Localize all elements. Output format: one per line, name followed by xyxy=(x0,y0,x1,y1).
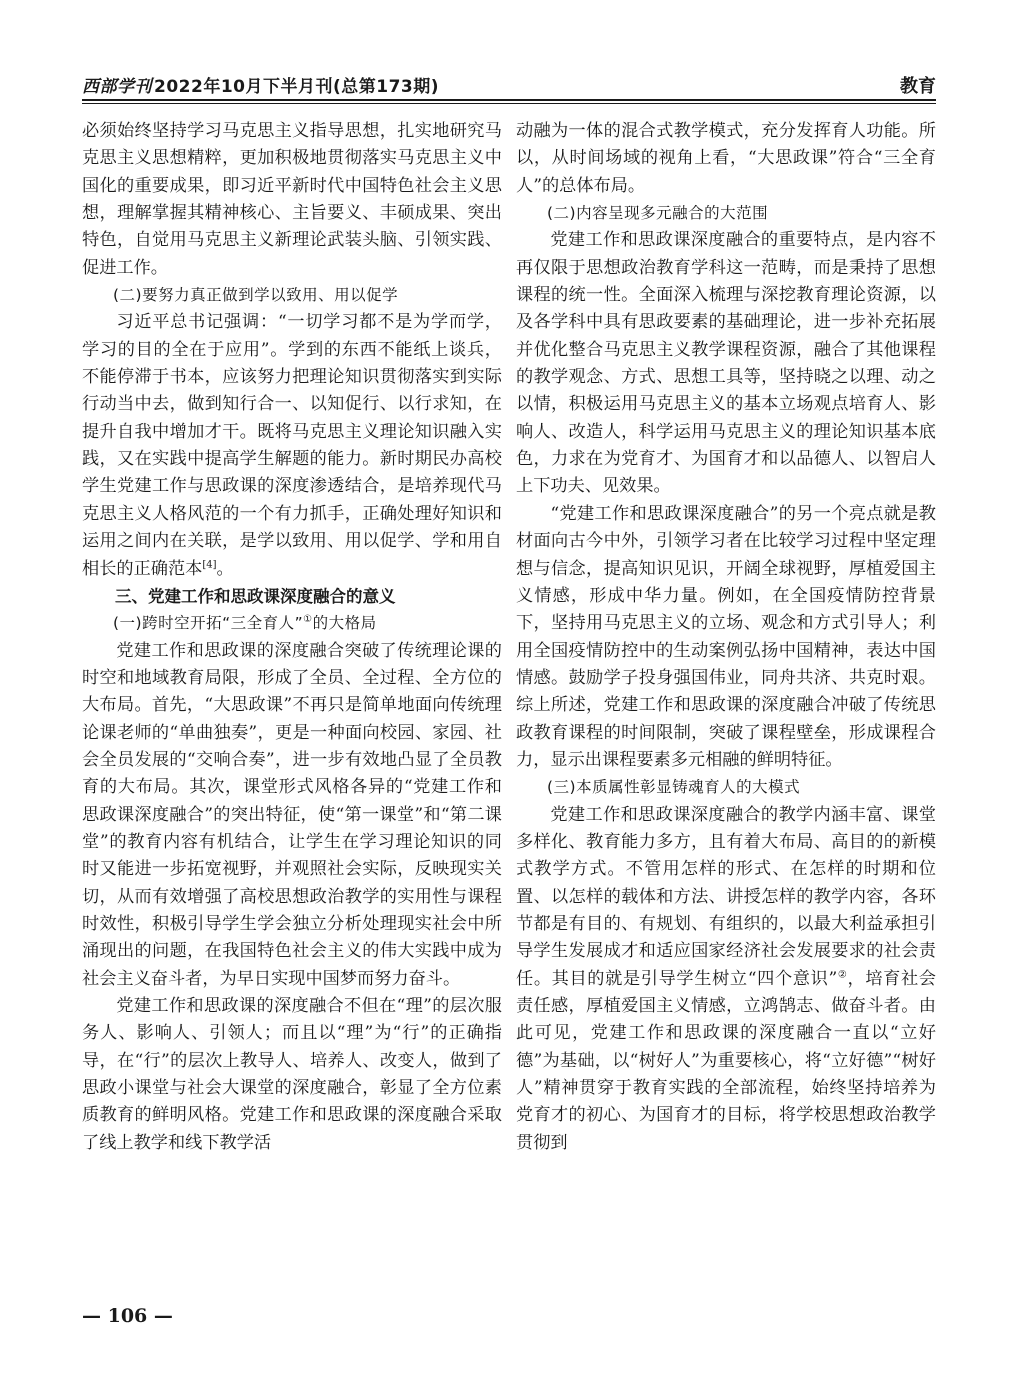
header-rule-thin xyxy=(82,103,936,104)
paragraph-text: 党建工作和思政课深度融合的重要特点，是内容不再仅限于思想政治教育学科这一范畴，而是秉持了思想课程的统一性。全面深入梳理与深挖教育理论资源，以及各学科中具有思政要素的基础理论，进一步补充拓展并优化整合马克思主义教学课程资源，融合了其他课程的教学观念、方式、思想工具等，坚持晓之以理、动之以情，积极运用马克思主义的基本立场观点培育人、影响人、改造人，科学运用马克思主义的理论知识基本底色，力求在为党育才、为国育才和以品德人、以智启人上下功夫、见效果。 xyxy=(516,230,936,497)
section-heading xyxy=(516,774,936,801)
section-heading xyxy=(516,200,936,227)
footnote-marker: ① xyxy=(303,614,313,626)
issue-info: 2022年10月下半月刊(总第173期) xyxy=(154,77,439,97)
left-column xyxy=(82,118,502,1157)
paragraph-text: (一)跨时空开拓“三全育人” xyxy=(113,614,304,633)
paragraph-text: “党建工作和思政课深度融合”的另一个亮点就是教材面向古今中外，引领学习者在比较学习过程中坚定理想与信念，提高知识见识，开阔全球视野，厚植爱国主义情感，形成中华力量。例如，在全国疫情防控背景下，坚持用马克思主义的立场、观念和方式引导人；利用全国疫情防控中的生动案例弘扬中国精神，表达中国情感。鼓励学子投身强国伟业，同舟共济、共克时艰。综上所述，党建工作和思政课的深度融合冲破了传统思政教育课程的时间限制，突破了课程壁垒，形成课程合力，显示出课程要素多元相融的鲜明特征。 xyxy=(516,503,936,770)
header-rule-thick xyxy=(82,99,936,101)
right-column xyxy=(516,118,936,1157)
paragraph-text: 党建工作和思政课深度融合的教学内涵丰富、课堂多样化、教育能力多方，且有着大布局、高目的的新模式教学方式。不管用怎样的形式、在怎样的时期和位置、以怎样的载体和方法、讲授怎样的教学内容，各环节都是有目的、有规划、有组织的，以最大利益承担引导学生发展成才和适应国家经济社会发展要求的社会责任。其目的就是引导学生树立“四个意识” xyxy=(516,804,936,989)
paragraph xyxy=(82,309,502,582)
paragraph-text: 党建工作和思政课的深度融合不但在“理”的层次服务人、影响人、引领人；而且以“理”为“行”的正确指导，在“行”的层次上教导人、培养人、改变人，做到了思政小课堂与社会大课堂的深度融合，彰显了全方位素质教育的鲜明风格。党建工作和思政课的深度融合采取了线上教学和线下教学活 xyxy=(82,996,502,1153)
paragraph-text-tail: 。 xyxy=(216,558,234,579)
paragraph xyxy=(82,118,502,282)
paragraph-text: 三、党建工作和思政课深度融合的意义 xyxy=(115,586,396,606)
page-number: — 106 — xyxy=(82,1305,173,1327)
journal-logo: 西部学刊 xyxy=(82,77,152,97)
section-heading xyxy=(82,282,502,309)
paragraph xyxy=(516,118,936,200)
paragraph xyxy=(516,802,936,1157)
paragraph-text-tail: ，培育社会责任感，厚植爱国主义情感，立鸿鹄志、做奋斗者。由此可见，党建工作和思政课的深度融合一直以“立好德”为基础，以“树好人”为重要核心，将“立好德”“树好人”精神贯穿于教育实践的全部流程，始终坚持培养为党育才的初心、为国育才的目标，将学校思想政治教学贯彻到 xyxy=(516,968,936,1153)
paragraph-text: 习近平总书记强调：“一切学习都不是为学而学，学习的目的全在于应用”。学到的东西不能纸上谈兵，不能停滞于书本，应该努力把理论知识贯彻落实到实际行动当中去，做到知行合一、以知促行、以行求知，在提升自我中增加才干。既将马克思主义理论知识融入实践，又在实践中提高学生解题的能力。新时期民办高校学生党建工作与思政课的深度渗透结合，是培养现代马克思主义人格风范的一个有力抓手，正确处理好知识和运用之间内在关联，是学以致用、用以促学、学和用自相长的正确范本 xyxy=(82,312,502,579)
paragraph-text: 必须始终坚持学习马克思主义指导思想，扎实地研究马克思主义思想精粹，更加积极地贯彻落实马克思主义中国化的重要成果，即习近平新时代中国特色社会主义思想，理解掌握其精神核心、主旨要义、丰硕成果、突出特色，自觉用马克思主义新理论武装头脑、引领实践、促进工作。 xyxy=(82,121,502,278)
paragraph-text: (三)本质属性彰显铸魂育人的大模式 xyxy=(547,778,801,797)
section-heading xyxy=(82,583,502,610)
section-heading xyxy=(82,610,502,637)
paragraph-text-tail: 的大格局 xyxy=(312,614,377,633)
paragraph-text: 党建工作和思政课的深度融合突破了传统理论课的时空和地域教育局限，形成了全员、全过程、全方位的大布局。首先，“大思政课”不再只是简单地面向传统理论课老师的“单曲独奏”，更是一种面向校园、家园、社会全员发展的“交响合奏”，进一步有效地凸显了全员教育的大布局。其次，课堂形式风格各异的“党建工作和思政课深度融合”的突出特征，使“第一课堂”和“第二课堂”的教育内容有机结合，让学生在学习理论知识的同时又能进一步拓宽视野，并观照社会实际，反映现实关切，从而有效增强了高校思想政治教学的实用性与课程时效性，积极引导学生学会独立分析处理现实社会中所涌现出的问题，在我国特色社会主义的伟大实践中成为社会主义奋斗者，为早日实现中国梦而努力奋斗。 xyxy=(82,640,502,989)
paragraph xyxy=(516,227,936,500)
section-name: 教育 xyxy=(900,76,936,97)
paragraph-text: (二)内容呈现多元融合的大范围 xyxy=(547,204,769,223)
paragraph xyxy=(82,638,502,993)
footnote-marker: ② xyxy=(837,968,848,980)
paragraph xyxy=(516,501,936,774)
footnote-marker: [4] xyxy=(202,558,217,570)
running-header xyxy=(82,70,936,98)
paragraph-text: (二)要努力真正做到学以致用、用以促学 xyxy=(113,286,399,305)
paragraph xyxy=(82,993,502,1157)
journal-issue-line xyxy=(82,72,439,97)
paragraph-text: 动融为一体的混合式教学模式，充分发挥育人功能。所以，从时间场域的视角上看，“大思政课”符合“三全育人”的总体布局。 xyxy=(516,121,936,196)
